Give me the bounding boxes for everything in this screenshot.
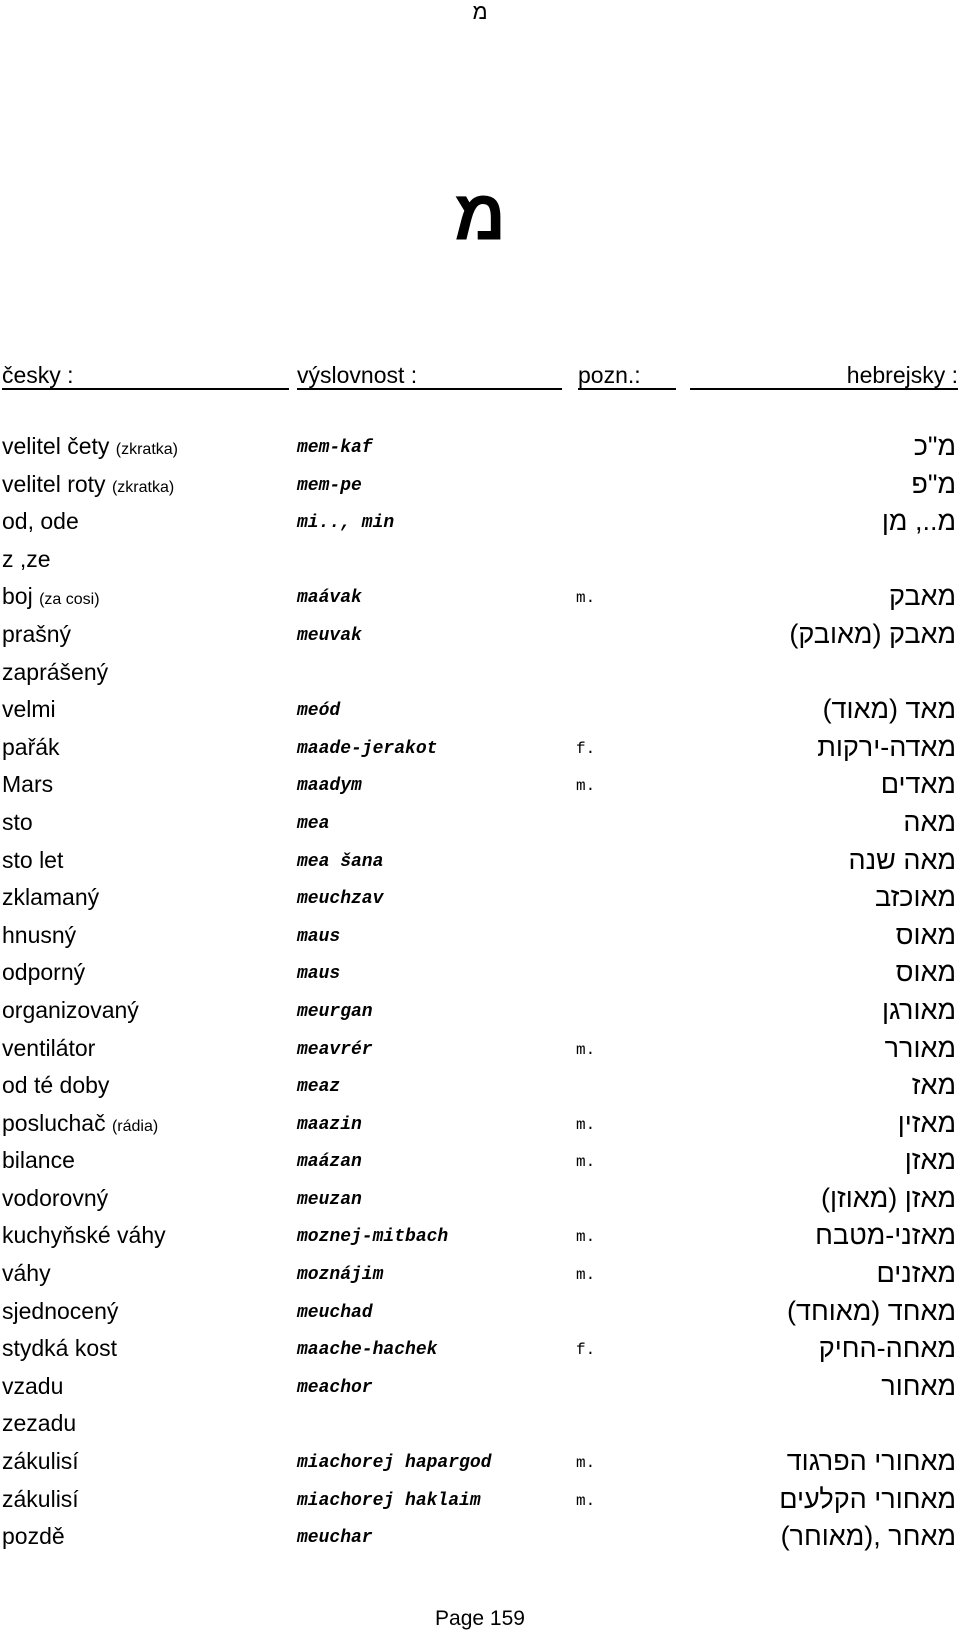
czech-term xyxy=(2,1293,118,1333)
czech-word: hnusný xyxy=(2,921,77,948)
hebrew-term: מאדה-ירקות xyxy=(817,731,956,762)
czech-term xyxy=(2,1067,109,1107)
pronunciation: maus xyxy=(297,964,341,985)
pronunciation: moznej-mitbach xyxy=(297,1227,449,1248)
czech-word: stydká kost xyxy=(2,1335,118,1362)
gender-note: f. xyxy=(576,1341,596,1360)
gender-note: m. xyxy=(576,1153,596,1172)
czech-term xyxy=(2,1217,166,1257)
column-header-czech: česky : xyxy=(2,360,289,390)
pronunciation: meuchad xyxy=(297,1302,373,1323)
pronunciation: mea šana xyxy=(297,851,384,872)
pronunciation: maávak xyxy=(297,588,362,609)
gender-note: m. xyxy=(576,1228,596,1247)
czech-word: ventilátor xyxy=(2,1034,96,1061)
czech-word: zklamaný xyxy=(2,884,100,911)
czech-term xyxy=(2,578,100,618)
hebrew-term: מאזין xyxy=(897,1107,956,1138)
czech-word: organizovaný xyxy=(2,996,139,1023)
dictionary-row xyxy=(0,1368,960,1406)
czech-word: od té doby xyxy=(2,1072,110,1099)
czech-word: boj xyxy=(2,583,33,610)
czech-note: (zkratka) xyxy=(111,478,175,496)
dictionary-row xyxy=(0,1330,960,1368)
czech-term xyxy=(2,992,139,1032)
hebrew-term: מאד (מאוד) xyxy=(822,694,956,725)
hebrew-term: מאוס xyxy=(895,957,956,988)
hebrew-term: מאחורי הפרגוד xyxy=(786,1446,956,1477)
czech-word: kuchyňské váhy xyxy=(2,1222,166,1249)
czech-term xyxy=(2,766,53,806)
pronunciation: mi.., min xyxy=(297,513,395,534)
dictionary-row xyxy=(0,1255,960,1293)
czech-term xyxy=(2,1030,95,1070)
gender-note: f. xyxy=(576,739,596,758)
dictionary-row xyxy=(0,766,960,804)
czech-word: pařák xyxy=(2,733,60,760)
pronunciation: meavrér xyxy=(297,1039,373,1060)
dictionary-row xyxy=(0,654,960,692)
czech-word: z ,ze xyxy=(2,545,51,572)
pronunciation: meód xyxy=(297,701,341,722)
pronunciation: miachorej hapargod xyxy=(297,1453,492,1474)
dictionary-row xyxy=(0,1030,960,1068)
gender-note: m. xyxy=(576,1115,596,1134)
czech-term xyxy=(2,503,79,543)
czech-term xyxy=(2,879,99,919)
czech-word: prašný xyxy=(2,620,72,647)
hebrew-term: מאורר xyxy=(884,1032,956,1063)
hebrew-term: מ"פ xyxy=(911,468,956,499)
czech-term xyxy=(2,1368,63,1408)
dictionary-row xyxy=(0,954,960,992)
hebrew-term: מאה xyxy=(903,806,956,837)
hebrew-term: מאחד (מאוחד) xyxy=(787,1295,956,1326)
dictionary-row xyxy=(0,1142,960,1180)
czech-word: bilance xyxy=(2,1147,75,1174)
czech-term xyxy=(2,541,51,581)
dictionary-table xyxy=(0,428,960,1556)
hebrew-term: מאחה-החיק xyxy=(818,1333,956,1364)
hebrew-term: מאז xyxy=(911,1070,956,1101)
dictionary-row xyxy=(0,428,960,466)
gender-note: m. xyxy=(576,1266,596,1285)
page-number: Page 159 xyxy=(435,1607,525,1630)
pronunciation: meuzan xyxy=(297,1189,362,1210)
dictionary-row xyxy=(0,616,960,654)
hebrew-term: מאדים xyxy=(880,769,956,800)
column-header-hebrew: hebrejsky : xyxy=(690,360,958,390)
czech-word: od, ode xyxy=(2,508,79,535)
pronunciation: maus xyxy=(297,926,341,947)
pronunciation: moznájim xyxy=(297,1265,384,1286)
czech-word: váhy xyxy=(2,1260,51,1287)
czech-word: pozdě xyxy=(2,1523,65,1550)
hebrew-term: מאבק xyxy=(888,581,956,612)
dictionary-row xyxy=(0,842,960,880)
pronunciation: meuchzav xyxy=(297,889,384,910)
gender-note: m. xyxy=(576,777,596,796)
czech-note: (rádia) xyxy=(111,1117,159,1135)
czech-term xyxy=(2,1255,51,1295)
czech-term xyxy=(2,1180,108,1220)
gender-note: m. xyxy=(576,1491,596,1510)
czech-term xyxy=(2,729,60,769)
pronunciation: meachor xyxy=(297,1377,373,1398)
czech-word: velitel roty xyxy=(2,470,106,497)
pronunciation: maade-jerakot xyxy=(297,738,438,759)
czech-term xyxy=(2,804,33,844)
czech-word: sto let xyxy=(2,846,64,873)
pronunciation: meuchar xyxy=(297,1528,373,1549)
pronunciation: mea xyxy=(297,813,330,834)
czech-word: zaprášený xyxy=(2,658,109,685)
dictionary-row xyxy=(0,1217,960,1255)
pronunciation: miachorej haklaim xyxy=(297,1490,481,1511)
dictionary-row xyxy=(0,917,960,955)
hebrew-term: מ"כ xyxy=(913,431,956,461)
dictionary-row xyxy=(0,691,960,729)
czech-note: (zkratka) xyxy=(115,441,178,458)
hebrew-term: מאה שנה xyxy=(848,844,956,875)
pronunciation: meurgan xyxy=(297,1001,373,1022)
dictionary-row xyxy=(0,1405,960,1443)
czech-term xyxy=(2,1105,158,1145)
pronunciation: meuvak xyxy=(297,625,362,646)
hebrew-term: מ.., מן xyxy=(881,506,956,537)
gender-note: m. xyxy=(576,589,596,608)
dictionary-row xyxy=(0,1443,960,1481)
dictionary-row xyxy=(0,992,960,1030)
czech-term xyxy=(2,1481,79,1521)
czech-term xyxy=(2,954,85,994)
dictionary-row xyxy=(0,1518,960,1556)
czech-term xyxy=(2,466,174,506)
hebrew-term: מאזן xyxy=(904,1145,956,1176)
czech-word: zákulisí xyxy=(2,1448,79,1475)
dictionary-row xyxy=(0,541,960,579)
hebrew-term: מאורגן xyxy=(881,994,956,1025)
dictionary-row xyxy=(0,1180,960,1218)
czech-word: vzadu xyxy=(2,1372,64,1399)
dictionary-row xyxy=(0,1067,960,1105)
hebrew-term: מאוס xyxy=(895,919,956,950)
czech-note: (za cosi) xyxy=(39,591,100,609)
hebrew-term: מאחר ,(מאוחר) xyxy=(780,1521,956,1552)
pronunciation: maázan xyxy=(297,1152,362,1173)
czech-word: sjednocený xyxy=(2,1297,119,1324)
czech-word: posluchač xyxy=(2,1109,106,1136)
czech-term xyxy=(2,654,108,694)
gender-note: m. xyxy=(576,1040,596,1059)
section-letter: מ xyxy=(453,175,507,255)
czech-term xyxy=(2,1142,75,1182)
dictionary-row xyxy=(0,1105,960,1143)
pronunciation: maazin xyxy=(297,1114,362,1135)
czech-word: velmi xyxy=(2,696,56,723)
hebrew-term: מאבק (מאובק) xyxy=(789,618,956,649)
czech-word: zezadu xyxy=(2,1410,77,1437)
czech-term xyxy=(2,1330,117,1370)
hebrew-term: מאחורי הקלעים xyxy=(779,1483,956,1514)
hebrew-term: מאזן (מאוזן) xyxy=(821,1182,956,1213)
czech-term xyxy=(2,1405,76,1445)
dictionary-row xyxy=(0,1481,960,1519)
czech-term xyxy=(2,428,178,468)
dictionary-row xyxy=(0,578,960,616)
czech-word: vodorovný xyxy=(2,1184,109,1211)
pronunciation: maadym xyxy=(297,776,362,797)
pronunciation: mem-pe xyxy=(297,475,362,496)
czech-word: sto xyxy=(2,808,33,835)
dictionary-row xyxy=(0,466,960,504)
dictionary-row xyxy=(0,804,960,842)
page-header-letter: מ xyxy=(472,0,488,24)
czech-term xyxy=(2,616,71,656)
czech-word: velitel čety xyxy=(2,433,110,459)
dictionary-row xyxy=(0,879,960,917)
hebrew-term: מאוכזב xyxy=(874,882,956,913)
czech-term xyxy=(2,1518,65,1558)
gender-note: m. xyxy=(576,1454,596,1473)
column-header-pronunciation: výslovnost : xyxy=(297,360,562,390)
czech-word: zákulisí xyxy=(2,1485,79,1512)
czech-word: Mars xyxy=(2,771,54,798)
hebrew-term: מאחור xyxy=(881,1370,956,1401)
dictionary-row xyxy=(0,503,960,541)
pronunciation: meaz xyxy=(297,1077,341,1098)
czech-word: odporný xyxy=(2,959,86,986)
czech-term xyxy=(2,917,76,957)
czech-term xyxy=(2,691,56,731)
dictionary-row xyxy=(0,729,960,767)
czech-term xyxy=(2,1443,79,1483)
czech-term xyxy=(2,842,63,882)
hebrew-term: מאזני-מטבח xyxy=(815,1220,956,1251)
dictionary-row xyxy=(0,1293,960,1331)
pronunciation: mem-kaf xyxy=(297,438,373,458)
pronunciation: maache-hachek xyxy=(297,1340,438,1361)
hebrew-term: מאזנים xyxy=(876,1258,956,1289)
column-header-note: pozn.: xyxy=(578,360,676,390)
